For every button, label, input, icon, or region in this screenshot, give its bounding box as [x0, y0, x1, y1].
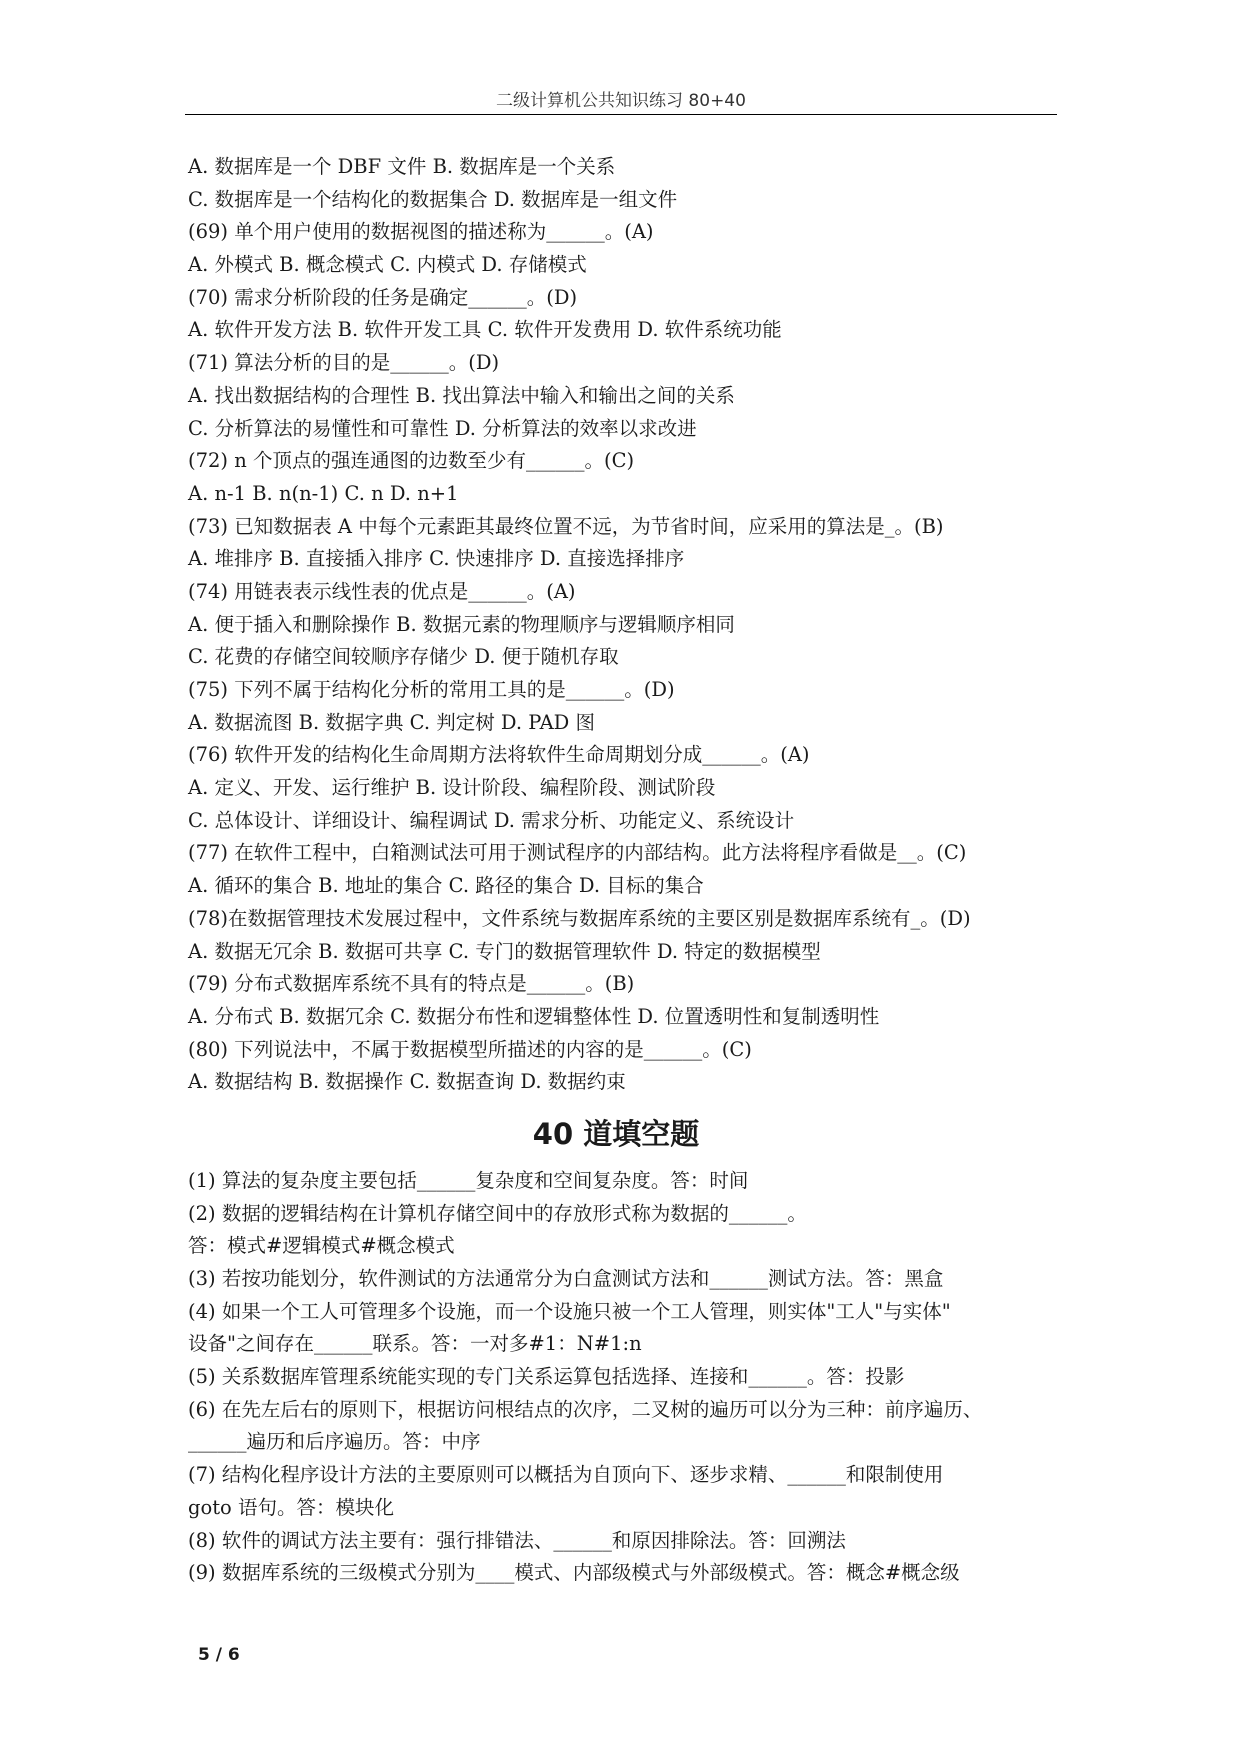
fill-question-4: (4) 如果一个工人可管理多个设施，而一个设施只被一个工人管理，则实体"工人"与实体" [188, 1299, 951, 1323]
fill-question-6: (6) 在先左后右的原则下，根据访问根结点的次序，二叉树的遍历可以分为三种：前序遍历、 [188, 1397, 983, 1421]
text-line: A. 数据库是一个 DBF 文件 B. 数据库是一个关系 [188, 155, 616, 178]
text-line: C. 数据库是一个结构化的数据集合 D. 数据库是一组文件 [188, 187, 678, 211]
fill-question-1: (1) 算法的复杂度主要包括______复杂度和空间复杂度。答：时间 [188, 1168, 749, 1192]
question-70: (70) 需求分析阶段的任务是确定______。(D) [188, 285, 578, 309]
options-71: C. 分析算法的易懂性和可靠性 D. 分析算法的效率以求改进 [188, 416, 697, 440]
question-75: (75) 下列不属于结构化分析的常用工具的是______。(D) [188, 678, 675, 701]
options-80: A. 数据结构 B. 数据操作 C. 数据查询 D. 数据约束 [188, 1070, 626, 1094]
fill-question-2: (2) 数据的逻辑结构在计算机存储空间中的存放形式称为数据的______。 [188, 1201, 807, 1225]
fill-question-7-cont: goto 语句。答：模块化 [188, 1495, 394, 1519]
options-75: A. 数据流图 B. 数据字典 C. 判定树 D. PAD 图 [188, 710, 596, 734]
options-69: A. 外模式 B. 概念模式 C. 内模式 D. 存储模式 [188, 253, 587, 277]
question-71: (71) 算法分析的目的是______。(D) [188, 351, 500, 375]
fill-question-5: (5) 关系数据库管理系统能实现的专门关系运算包括选择、连接和______。答：投影 [188, 1365, 905, 1389]
section-heading: 40 道填空题 [532, 1116, 700, 1151]
fill-question-4-cont: 设备"之间存在______联系。答：一对多#1：N#1:n [188, 1332, 642, 1356]
options-78: A. 数据无冗余 B. 数据可共享 C. 专门的数据管理软件 D. 特定的数据模型 [188, 939, 821, 963]
options-72: A. n-1 B. n(n-1) C. n D. n+1 [188, 481, 459, 505]
question-69: (69) 单个用户使用的数据视图的描述称为______。(A) [188, 220, 654, 244]
question-76: (76) 软件开发的结构化生命周期方法将软件生命周期划分成______。(A) [188, 743, 810, 767]
header-divider [185, 114, 1057, 115]
fill-answer-2: 答：模式#逻辑模式#概念模式 [188, 1234, 455, 1258]
options-71: A. 找出数据结构的合理性 B. 找出算法中输入和输出之间的关系 [188, 383, 735, 407]
question-74: (74) 用链表表示线性表的优点是______。(A) [188, 579, 576, 603]
options-74: A. 便于插入和删除操作 B. 数据元素的物理顺序与逻辑顺序相同 [188, 612, 735, 636]
question-78: (78)在数据管理技术发展过程中，文件系统与数据库系统的主要区别是数据库系统有_。(D) [188, 906, 971, 930]
fill-question-7: (7) 结构化程序设计方法的主要原则可以概括为自顶向下、逐步求精、______和限制使用 [188, 1463, 944, 1487]
page-number: 5 / 6 [198, 1645, 240, 1665]
page-header-title: 二级计算机公共知识练习 80+40 [496, 91, 746, 111]
fill-question-8: (8) 软件的调试方法主要有：强行排错法、______和原因排除法。答：回溯法 [188, 1528, 846, 1552]
question-72: (72) n 个顶点的强连通图的边数至少有______。(C) [188, 449, 635, 473]
fill-question-3: (3) 若按功能划分，软件测试的方法通常分为白盒测试方法和______测试方法。答：黑盒 [188, 1267, 944, 1290]
fill-question-6-cont: ______遍历和后序遍历。答：中序 [188, 1430, 481, 1454]
options-77: A. 循环的集合 B. 地址的集合 C. 路径的集合 D. 目标的集合 [188, 874, 704, 898]
options-76: A. 定义、开发、运行维护 B. 设计阶段、编程阶段、测试阶段 [188, 776, 716, 800]
options-70: A. 软件开发方法 B. 软件开发工具 C. 软件开发费用 D. 软件系统功能 [188, 318, 782, 342]
options-79: A. 分布式 B. 数据冗余 C. 数据分布性和逻辑整体性 D. 位置透明性和复制透明性 [188, 1004, 880, 1028]
document-body [188, 151, 1068, 1590]
options-76: C. 总体设计、详细设计、编程调试 D. 需求分析、功能定义、系统设计 [188, 808, 795, 832]
question-77: (77) 在软件工程中，白箱测试法可用于测试程序的内部结构。此方法将程序看做是__。(C) [188, 841, 967, 865]
fill-question-9: (9) 数据库系统的三级模式分别为____模式、内部级模式与外部级模式。答：概念#概念级 [188, 1561, 960, 1585]
question-79: (79) 分布式数据库系统不具有的特点是______。(B) [188, 972, 635, 996]
question-73: (73) 已知数据表 A 中每个元素距其最终位置不远，为节省时间，应采用的算法是_。(B) [188, 514, 944, 538]
question-80: (80) 下列说法中，不属于数据模型所描述的内容的是______。(C) [188, 1037, 752, 1061]
options-73: A. 堆排序 B. 直接插入排序 C. 快速排序 D. 直接选择排序 [188, 547, 685, 571]
options-74: C. 花费的存储空间较顺序存储少 D. 便于随机存取 [188, 645, 619, 669]
